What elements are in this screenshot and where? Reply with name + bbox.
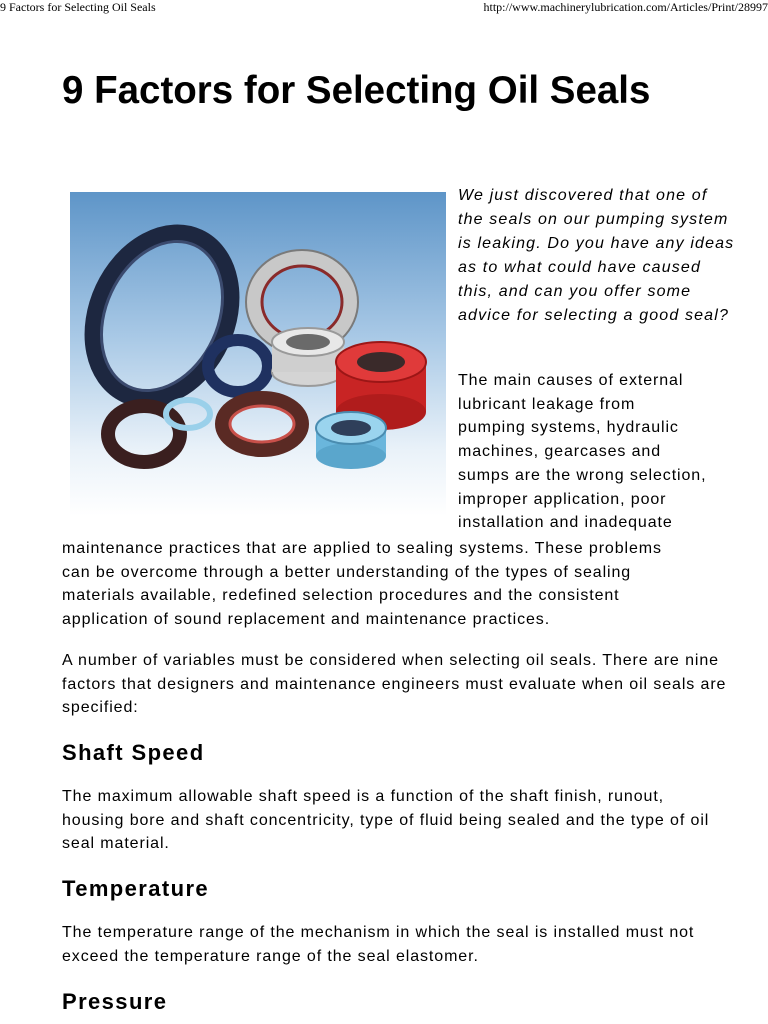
oil-seals-photo: [70, 192, 446, 516]
paragraph-temperature: The temperature range of the mechanism in which the seal is installed must not exceed the temperature range of the seal elastomer.: [62, 924, 695, 965]
page-title: 9 Factors for Selecting Oil Seals: [62, 69, 651, 112]
text-line: can be overcome through a better understanding of the types of sealing: [62, 563, 632, 581]
heading-temperature: Temperature: [62, 876, 210, 901]
text-line: materials available, redefined selection procedures and the consistent: [62, 587, 620, 605]
text-line: maintenance practices that are applied to sealing systems. These problems: [62, 540, 662, 557]
text-line: machines, gearcases and: [458, 443, 662, 461]
oil-seals-image: [70, 192, 446, 516]
text-line: installation and inadequate: [458, 514, 673, 532]
text-line: improper application, poor: [458, 490, 667, 508]
heading-pressure: Pressure: [62, 989, 168, 1014]
text-line: application of sound replacement and maintenance practices.: [62, 611, 551, 629]
print-header-url[interactable]: http://www.machinerylubrication.com/Articles/Print/28997: [483, 0, 768, 14]
paragraph-shaft-speed: The maximum allowable shaft speed is a function of the shaft finish, runout, housing bore and shaft concentricity, type of fluid being sealed and the type of oil seal material.: [62, 788, 710, 853]
intro-question: We just discovered that one of the seals on our pumping system is leaking. Do you have any ideas as to what could have caused this, and can you offer some advice for selecting a good seal?: [458, 187, 735, 324]
text-line: pumping systems, hydraulic: [458, 419, 679, 437]
text-line: lubricant leakage from: [458, 395, 636, 413]
paragraph-main-causes-full: [62, 537, 730, 632]
print-header-title: 9 Factors for Selecting Oil Seals: [0, 0, 156, 14]
text-line: The main causes of external: [458, 372, 684, 389]
paragraph-main-causes-wrapped: [458, 369, 738, 535]
heading-shaft-speed: Shaft Speed: [62, 740, 205, 765]
paragraph-variables: A number of variables must be considered when selecting oil seals. There are nine factors that designers and maintenance engineers must evaluate when oil seals are specified:: [62, 652, 727, 717]
text-line: sumps are the wrong selection,: [458, 466, 707, 484]
